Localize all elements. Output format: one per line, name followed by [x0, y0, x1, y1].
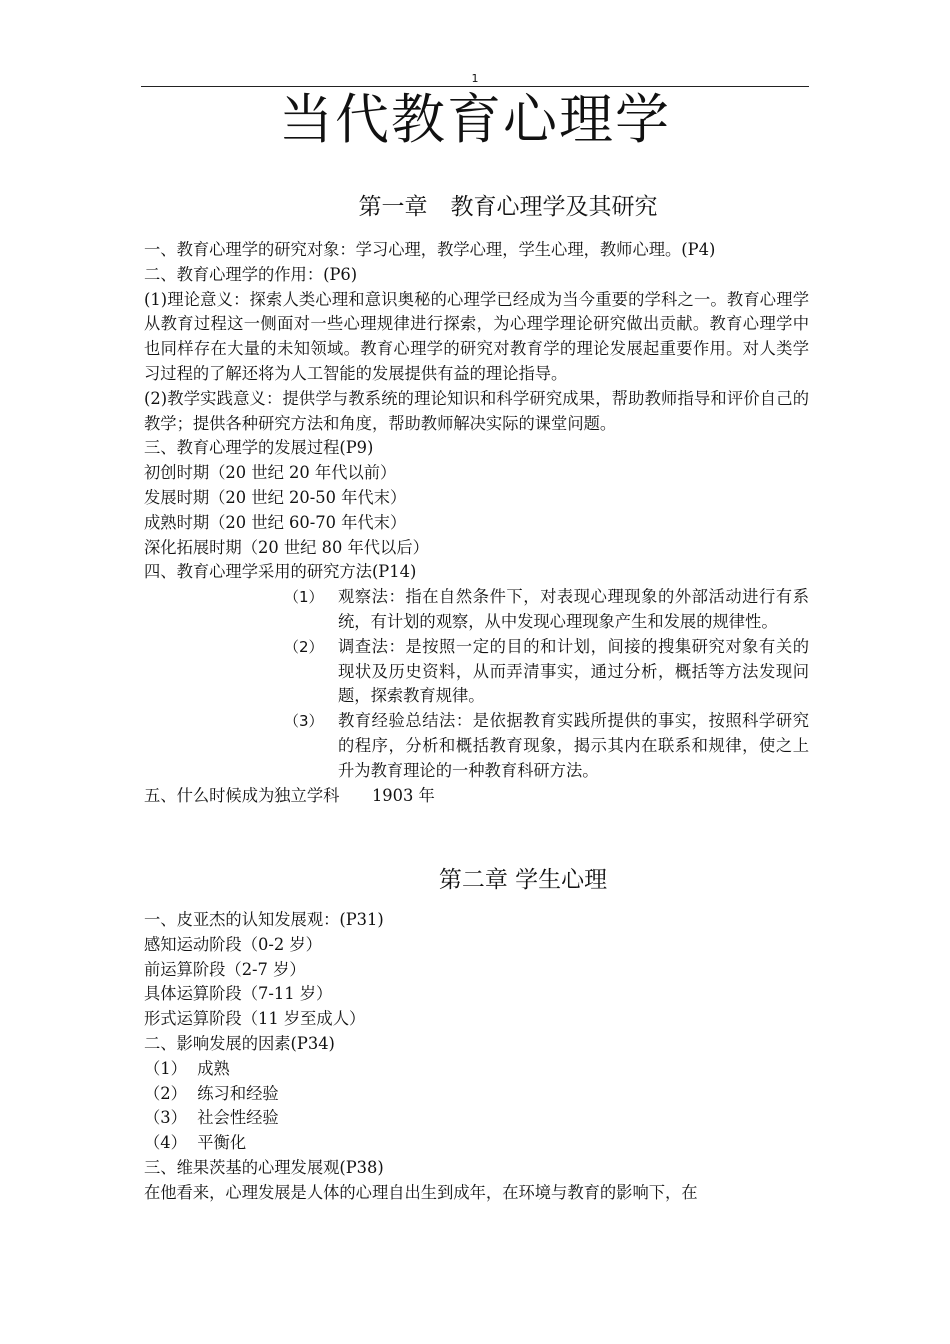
section-3-vygotsky: 三、维果茨基的心理发展观(P38) [144, 1157, 384, 1177]
stage-item: 深化拓展时期（20 世纪 80 年代以后） [144, 537, 429, 557]
chapter-2-title: 第二章 学生心理 [438, 867, 608, 893]
methods-list [284, 585, 809, 783]
stage-item: 前运算阶段（2-7 岁） [144, 959, 306, 979]
chapter-1-title: 第一章 教育心理学及其研究 [358, 194, 658, 220]
method-item [284, 585, 809, 635]
theory-significance-paragraph: (1)理论意义：探索人类心理和意识奥秘的心理学已经成为当今重要的学科之一。教育心理学从教育过程这一侧面对一些心理规律进行探索，为心理学理论研究做出贡献。教育心理学中也同样存在大量的未知领域。教育心理学的研究对教育学的理论发展起重要作用。对人类学习过程的了解还将为人工智能的发展提供有益的理论指导。 [144, 289, 809, 383]
method-text: 教育经验总结法：是依据教育实践所提供的事实，按照科学研究的程序，分析和概括教育现象，揭示其内在联系和规律，使之上升为教育理论的一种教育科研方法。 [338, 711, 809, 780]
section-2-factors: 二、影响发展的因素(P34) [144, 1033, 335, 1053]
stage-item: 形式运算阶段（11 岁至成人） [144, 1009, 366, 1029]
chapter-2-body [144, 908, 809, 1206]
method-number: （1） [284, 588, 324, 607]
page-number: 1 [471, 72, 479, 85]
section-1-piaget: 一、皮亚杰的认知发展观：(P31) [144, 910, 384, 929]
practice-significance-paragraph: (2)教学实践意义：提供学与教系统的理论知识和科学研究成果，帮助教师指导和评价自己的教学；提供各种研究方法和角度，帮助教师解决实际的课堂问题。 [144, 388, 809, 433]
section-5-independent-discipline: 五、什么时候成为独立学科 1903 年 [144, 785, 435, 805]
section-4-methods: 四、教育心理学采用的研究方法(P14) [144, 562, 417, 582]
chapter-1-body [144, 238, 809, 808]
method-item [284, 635, 809, 709]
method-text: 观察法：指在自然条件下，对表现心理现象的外部活动进行有系统，有计划的观察，从中发现心理现象产生和发展的规律性。 [338, 587, 809, 631]
stage-item: 感知运动阶段（0-2 岁） [144, 934, 322, 954]
section-3-development: 三、教育心理学的发展过程(P9) [144, 438, 374, 458]
stage-item: 初创时期（20 世纪 20 年代以前） [144, 463, 397, 483]
factor-item: （3） 社会性经验 [144, 1108, 279, 1128]
method-text: 调查法：是按照一定的目的和计划，间接的搜集研究对象有关的现状及历史资料，从而弄清事实，通过分析，概括等方法发现问题，探索教育规律。 [338, 636, 809, 706]
section-1-research-object: 一、教育心理学的研究对象：学习心理，教学心理，学生心理，教师心理。(P4) [144, 240, 716, 259]
stage-item: 具体运算阶段（7-11 岁） [144, 984, 333, 1004]
factor-item: （4） 平衡化 [144, 1133, 247, 1153]
factor-item: （1） 成熟 [144, 1058, 230, 1078]
document-title: 当代教育心理学 [279, 88, 671, 151]
factor-item: （2） 练习和经验 [144, 1083, 279, 1103]
section-2-role: 二、教育心理学的作用：(P6) [144, 264, 358, 284]
method-number: （3） [284, 712, 324, 731]
method-item [284, 709, 809, 783]
stage-item: 成熟时期（20 世纪 60-70 年代末） [144, 512, 407, 532]
vygotsky-paragraph: 在他看来，心理发展是人体的心理自出生到成年，在环境与教育的影响下，在 [144, 1182, 698, 1202]
method-number: （2） [284, 637, 324, 656]
stage-item: 发展时期（20 世纪 20-50 年代末） [144, 487, 407, 507]
